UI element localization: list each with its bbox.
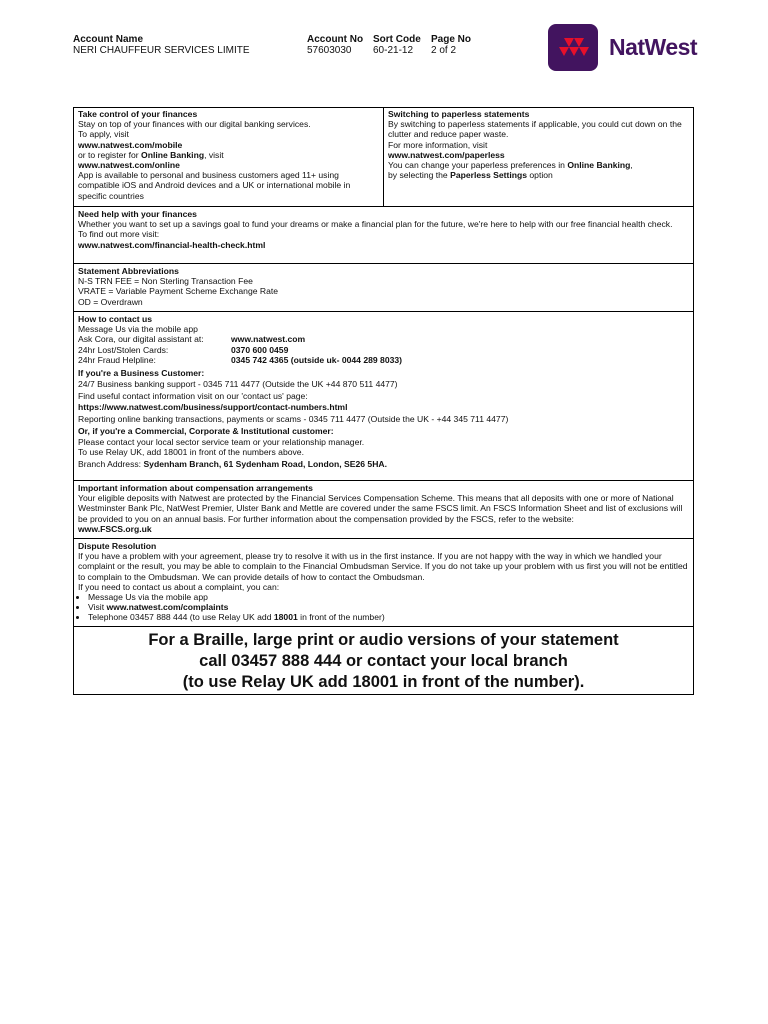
paperless-line2: For more information, visit	[388, 139, 488, 150]
branch-address: Sydenham Branch, 61 Sydenham Road, London, SE26 5HA.	[143, 458, 387, 469]
account-name-label: Account Name	[73, 34, 144, 45]
commercial-title: Or, if you're a Commercial, Corporate & Institutional customer:	[78, 426, 334, 437]
account-name-value: NERI CHAUFFEUR SERVICES LIMITE	[73, 45, 250, 56]
cora-value[interactable]: www.natwest.com	[231, 334, 306, 345]
help-find-more: To find out more visit:	[78, 229, 160, 240]
register-line	[78, 150, 379, 160]
page-no-label: Page No	[431, 34, 472, 45]
paperless-section	[384, 107, 693, 206]
sort-code-label: Sort Code	[373, 34, 421, 45]
branch-line	[78, 459, 689, 469]
natwest-logo-icon	[548, 24, 598, 71]
complaint-intro: If you need to contact us about a complaint, you can:	[78, 581, 280, 592]
paperless-line4-post: option	[527, 170, 553, 181]
sort-code-value: 60-21-12	[373, 45, 414, 56]
fraud-row	[78, 355, 689, 365]
relay-line: To use Relay UK, add 18001 in front of the numbers above.	[78, 447, 304, 458]
telephone-pre: Telephone 03457 888 444 (to use Relay UK add	[88, 612, 274, 623]
telephone-post: in front of the number)	[297, 612, 385, 623]
complaints-link[interactable]: www.natwest.com/complaints	[106, 602, 229, 613]
commercial-line: Please contact your local sector service team or your relationship manager.	[78, 437, 365, 448]
finances-section	[74, 107, 383, 206]
braille-line3: (to use Relay UK add 18001 in front of the number).	[182, 673, 585, 691]
paperless-title: Switching to paperless statements	[388, 109, 530, 119]
braille-notice	[73, 627, 694, 695]
brand-name: NatWest	[609, 34, 698, 60]
braille-line1: For a Braille, large print or audio versions of your statement	[148, 631, 619, 649]
abbreviations-section	[73, 264, 694, 312]
lost-row	[78, 345, 689, 355]
complaint-options	[78, 592, 689, 623]
account-name-block	[73, 34, 250, 56]
sort-code-block	[373, 34, 421, 56]
contact-section	[73, 312, 694, 481]
relay-number: 18001	[273, 612, 298, 623]
paperless-line4-bold: Paperless Settings	[450, 170, 528, 181]
message-us-line: Message Us via the mobile app	[78, 324, 198, 335]
complaint-option	[88, 602, 689, 612]
abbreviations-title: Statement Abbreviations	[78, 266, 179, 276]
reporting-line: Reporting online banking transactions, payments or scams - 0345 711 4477 (Outside the UK - +44 345 711 4477)	[78, 413, 509, 424]
finances-line2: To apply, visit	[78, 129, 129, 140]
account-no-value: 57603030	[307, 45, 352, 56]
help-link[interactable]: www.natwest.com/financial-health-check.html	[78, 239, 266, 250]
useful-info: Find useful contact information visit on our 'contact us' page:	[78, 391, 308, 402]
paperless-line1: By switching to paperless statements if applicable, you could cut down on the clutter and reduce paper waste.	[388, 119, 682, 140]
cora-row	[78, 334, 689, 344]
abbreviation-item: OD = Overdrawn	[78, 296, 143, 307]
branch-pre: Branch Address:	[78, 458, 144, 469]
paperless-line3-pre: You can change your paperless preferences in	[388, 160, 568, 171]
braille-line2: call 03457 888 444 or contact your local branch	[199, 652, 568, 670]
paperless-link[interactable]: www.natwest.com/paperless	[388, 149, 505, 160]
paperless-line4	[388, 170, 689, 180]
help-section	[73, 206, 694, 264]
complaint-option	[88, 612, 689, 622]
finances-line1: Stay on top of your finances with our digital banking services.	[78, 119, 311, 130]
cora-label: Ask Cora, our digital assistant at:	[78, 334, 204, 345]
lost-value: 0370 600 0459	[231, 344, 289, 355]
dispute-section	[73, 539, 694, 627]
business-title: If you're a Business Customer:	[78, 368, 205, 379]
mobile-link[interactable]: www.natwest.com/mobile	[78, 139, 183, 150]
account-no-block	[307, 34, 363, 56]
paperless-line4-pre: by selecting the	[388, 170, 451, 181]
help-title: Need help with your finances	[78, 209, 197, 219]
help-text: Whether you want to set up a savings goal to fund your dreams or make a financial plan for the future, we're here to help with our free financial health check.	[78, 219, 673, 230]
fraud-label: 24hr Fraud Helpline:	[78, 354, 156, 365]
paperless-line3-post: ,	[630, 160, 633, 171]
paperless-line3-bold: Online Banking	[567, 160, 631, 171]
register-pre: or to register for	[78, 149, 142, 160]
paperless-line3	[388, 160, 689, 170]
register-bold: Online Banking	[141, 149, 205, 160]
page-no-block	[431, 34, 471, 56]
compensation-title: Important information about compensation arrangements	[78, 483, 313, 493]
fscs-link[interactable]: www.FSCS.org.uk	[78, 523, 152, 534]
dispute-text: If you have a problem with your agreement, please try to resolve it with us in the first instance. If you are not happy with the way in which we handled your complaint or the result, you may be able to complain to the Financial Ombudsman Service. If you do not take up your problem with us first you will not be entitled to complain to the Ombudsman. We can provide details of how to contact the Ombudsman.	[78, 551, 688, 582]
account-no-label: Account No	[307, 34, 364, 45]
contact-title: How to contact us	[78, 314, 153, 324]
register-post: , visit	[204, 149, 224, 160]
fraud-value: 0345 742 4365 (outside uk- 0044 289 8033)	[231, 354, 403, 365]
lost-label: 24hr Lost/Stolen Cards:	[78, 344, 169, 355]
abbreviation-item: VRATE = Variable Payment Scheme Exchange Rate	[78, 286, 279, 297]
visit-pre: Visit	[88, 602, 107, 613]
business-support: 24/7 Business banking support - 0345 711 4477 (Outside the UK +44 870 511 4477)	[78, 379, 398, 390]
compensation-section	[73, 481, 694, 539]
dispute-title: Dispute Resolution	[78, 541, 157, 551]
compensation-text: Your eligible deposits with Natwest are protected by the Financial Services Compensation Scheme. This means that all deposits with one or more of National Westminster Bank Plc, NatWest Premier, Ulster Bank and Mettle are covered under the same FSCS limit. An FSCS Information Sheet and list of exclusions will be provided to you on an annual basis. For further information about the compensation provided by the FSCS, refer to the website:	[78, 493, 683, 524]
app-text: App is available to personal and business customers aged 11+ using compatible iOS and Android devices and a UK or international mobile in specific countries	[78, 170, 351, 201]
finances-title: Take control of your finances	[78, 109, 198, 119]
complaint-option: • Message Us via the mobile app	[88, 592, 689, 602]
business-link[interactable]: https://www.natwest.com/business/support/contact-numbers.html	[78, 401, 348, 412]
abbreviation-item: N-S TRN FEE = Non Sterling Transaction Fee	[78, 276, 253, 287]
online-link[interactable]: www.natwest.com/online	[78, 160, 180, 171]
page-no-value: 2 of 2	[431, 45, 457, 56]
